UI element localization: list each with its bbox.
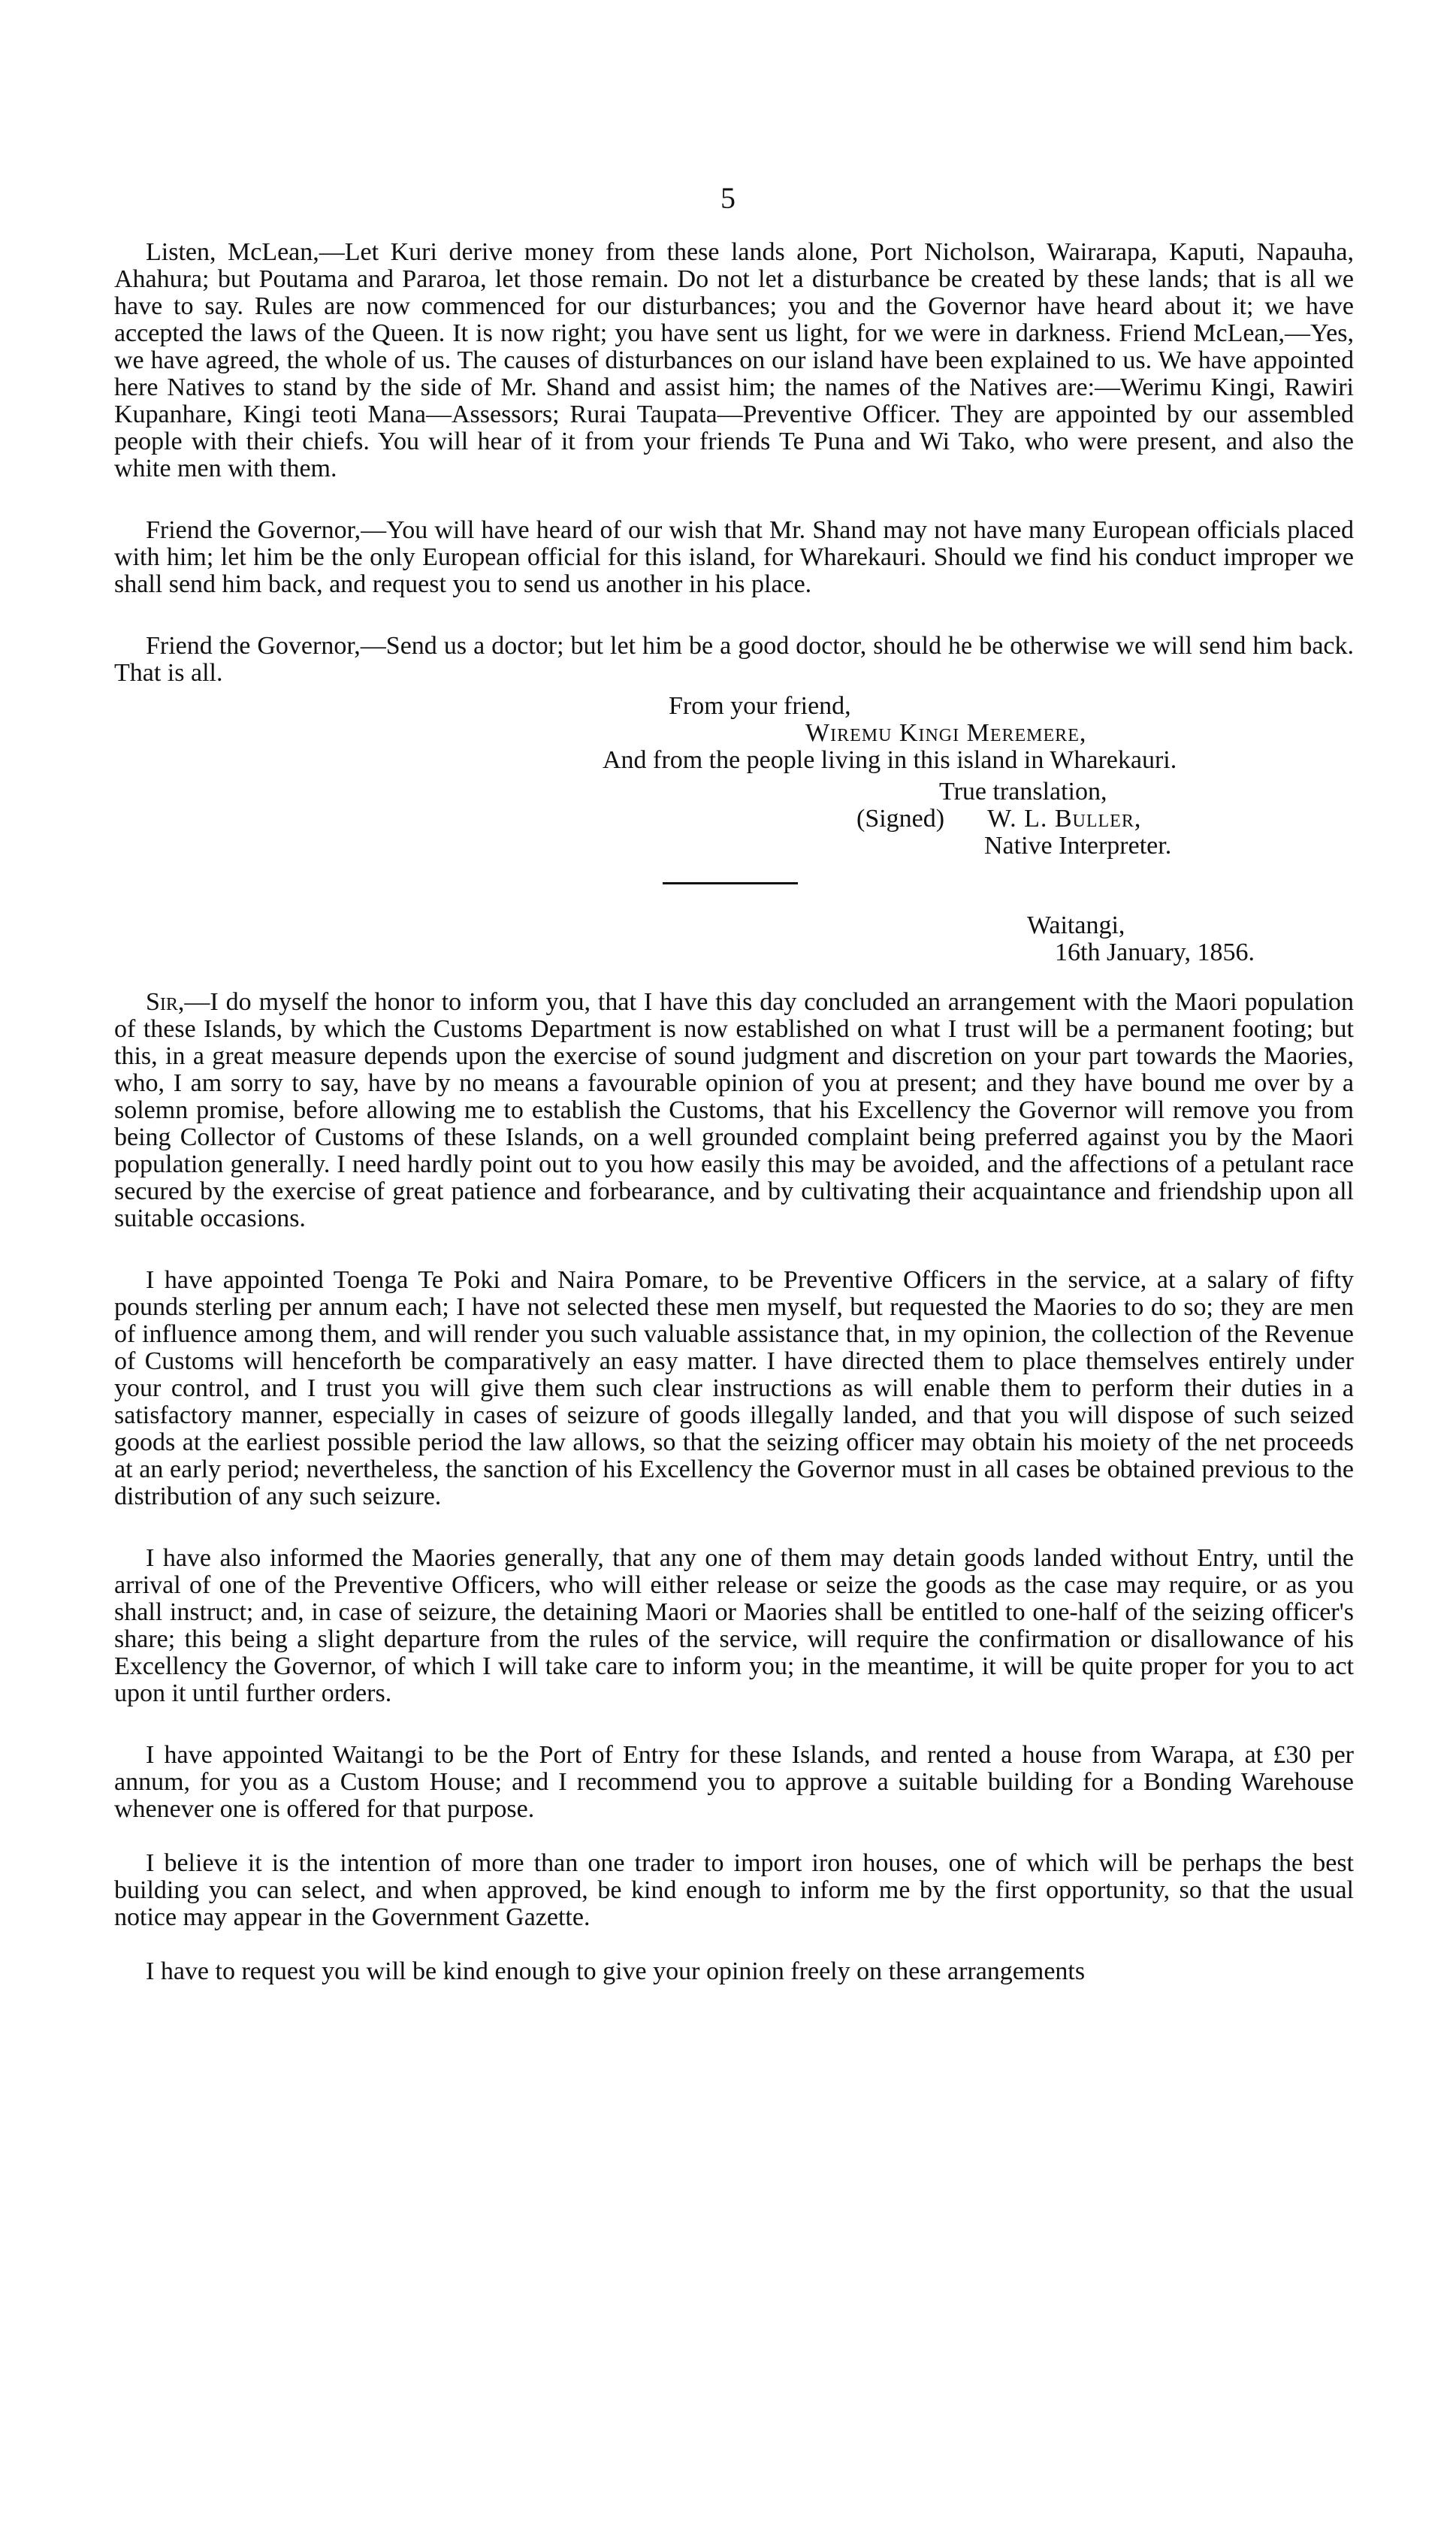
letter1-paragraph-3: Friend the Governor,—Send us a doctor; but let him be a good doctor, should he be otherwise we will send him back. That is all. <box>114 632 1354 687</box>
letter2-place: Waitangi, <box>1027 911 1125 939</box>
section-divider <box>114 860 1354 912</box>
translator-name: W. L. Buller, <box>987 805 1142 833</box>
page-number: 5 <box>720 181 736 215</box>
letter2-paragraph-1 <box>114 989 1354 1232</box>
translator-title: Native Interpreter. <box>984 832 1172 860</box>
letter2-paragraph-3: I have also informed the Maories generally, that any one of them may detain goods landed without Entry, until the arrival of one of the Preventive Officers, who will either release or seize the goods as the case may require, or as you shall instruct; and, in case of seizure, the detaining Maori or Maories shall be entitled to one-half of the seizing officer's share; this being a slight departure from the rules of the service, will require the confirmation or disallowance of his Excellency the Governor, of which I will take care to inform you; in the meantime, it will be quite proper for you to act upon it until further orders. <box>114 1544 1354 1707</box>
page-body <box>114 239 1354 1985</box>
letter2-paragraph-6: I have to request you will be kind enough to give your opinion freely on these arrangements <box>146 1957 1086 1985</box>
letter2-paragraph-5: I believe it is the intention of more than one trader to import iron houses, one of which will be perhaps the best building you can select, and when approved, be kind enough to inform me by the first opportunity, so that the usual notice may appear in the Government Gazette. <box>114 1849 1354 1931</box>
letter2-date: 16th January, 1856. <box>1055 939 1255 966</box>
letter2-paragraph-1-text: —I do myself the honor to inform you, that I have this day concluded an arrangement with the Maori population of these Islands, by which the Customs Department is now established on what I trust will be a permanent footing; but this, in a great measure depends upon the exercise of sound judgment and discretion on your part towards the Maories, who, I am sorry to say, have by no means a favourable opinion of you at present; and they have bound me over by a solemn promise, before allowing me to establish the Customs, that his Excellency the Governor will remove you from being Collector of Customs of these Islands, on a well grounded complaint being preferred against you by the Maori population generally. I need hardly point out to you how easily this may be avoided, and the affections of a petulant race secured by the exercise of great patience and forbearance, and by cultivating their acquaintance and friendship upon all suitable occasions. <box>114 988 1354 1232</box>
true-translation: True translation, <box>939 778 1107 806</box>
closing-sender: Wiremu Kingi Meremere, <box>805 719 1087 747</box>
letter1-paragraph-1: Listen, McLean,—Let Kuri derive money from these lands alone, Port Nicholson, Wairarapa, Kaputi, Napauha, Ahahura; but Poutama and Pararoa, let those remain. Do not let a disturbance be created by these lands; that is all we have to say. Rules are now commenced for our disturbances; you and the Governor have heard about it; we have accepted the laws of the Queen. It is now right; you have sent us light, for we were in darkness. Friend McLean,—Yes, we have agreed, the whole of us. The causes of disturbances on our island have been explained to us. We have appointed here Natives to stand by the side of Mr. Shand and assist him; the names of the Natives are:—Werimu Kingi, Rawiri Kupanhare, Kingi teoti Mana—Assessors; Rurai Taupata—Preventive Officer. They are appointed by our assembled people with their chiefs. You will hear of it from your friends Te Puna and Wi Tako, who were present, and also the white men with them. <box>114 238 1354 482</box>
closing-and-from: And from the people living in this island in Wharekauri. <box>603 746 1177 774</box>
salutation: Sir, <box>146 988 185 1016</box>
signed-label: (Signed) <box>856 805 945 833</box>
signed-line <box>114 806 1354 833</box>
letter1-paragraph-2: Friend the Governor,—You will have heard of our wish that Mr. Shand may not have many European officials placed with him; let him be the only European official for this island, for Wharekauri. Should we find his conduct improper we shall send him back, and request you to send us another in his place. <box>114 516 1354 598</box>
letter2-paragraph-2: I have appointed Toenga Te Poki and Naira Pomare, to be Preventive Officers in the service, at a salary of fifty pounds sterling per annum each; I have not selected these men myself, but requested the Maories to do so; they are men of influence among them, and will render you such valuable assistance that, in my opinion, the collection of the Revenue of Customs will henceforth be comparatively an easy matter. I have directed them to place themselves entirely under your control, and I trust you will give them such clear instructions as will enable them to perform their duties in a satisfactory manner, especially in cases of seizure of goods illegally landed, and that you will dispose of such seized goods at the earliest possible period the law allows, so that the seizing officer may obtain his moiety of the net proceeds at an early period; nevertheless, the sanction of his Excellency the Governor must in all cases be obtained previous to the distribution of any such seizure. <box>114 1266 1354 1510</box>
divider-rule <box>663 882 798 884</box>
closing-from: From your friend, <box>669 692 851 720</box>
letter2-paragraph-4: I have appointed Waitangi to be the Port of Entry for these Islands, and rented a house from Warapa, at £30 per annum, for you as a Custom House; and I recommend you to approve a suitable building for a Bonding Warehouse whenever one is offered for that purpose. <box>114 1741 1354 1823</box>
